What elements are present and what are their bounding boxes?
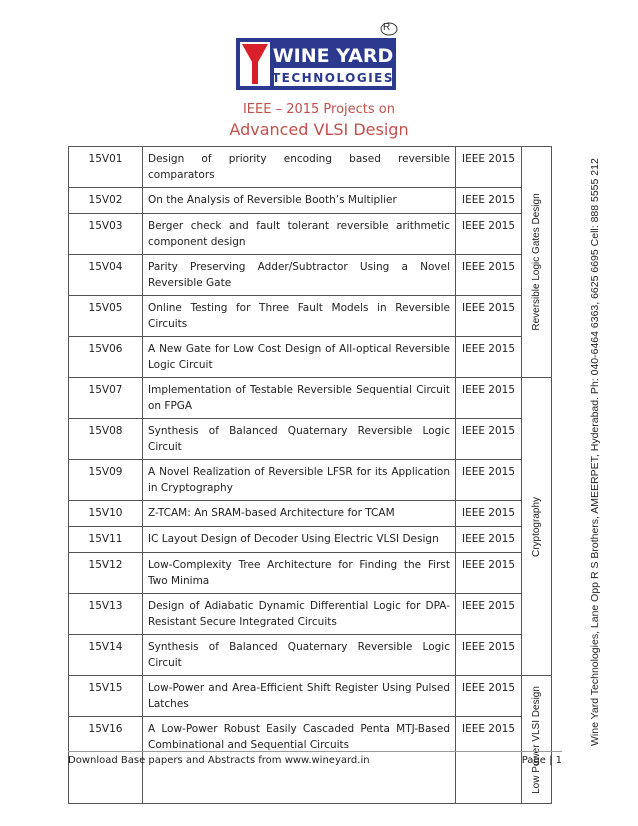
project-id: 15V05 [69, 296, 143, 337]
table-row [69, 188, 552, 214]
projects-table [68, 146, 552, 804]
project-title: Online Testing for Three Fault Models in Reversible Circuits [143, 296, 456, 337]
project-year: IEEE 2015 [456, 676, 522, 717]
table-row [69, 378, 552, 419]
project-year: IEEE 2015 [456, 717, 522, 804]
project-title: A Novel Realization of Reversible LFSR for its Application in Cryptography [143, 460, 456, 501]
project-title: IC Layout Design of Decoder Using Electric VLSI Design [143, 527, 456, 553]
table-row [69, 147, 552, 188]
project-title: Design of priority encoding based reversible comparators [143, 147, 456, 188]
category-label: Cryptography [530, 496, 542, 557]
project-id: 15V16 [69, 717, 143, 804]
logo-word2: TECHNOLOGIES [271, 71, 395, 85]
project-id: 15V11 [69, 527, 143, 553]
project-title: Synthesis of Balanced Quaternary Reversible Logic Circuit [143, 635, 456, 676]
wineyard-logo [236, 38, 396, 90]
project-title: Design of Adiabatic Dynamic Differential Logic for DPA-Resistant Secure Integrated Circuits [143, 594, 456, 635]
project-id: 15V07 [69, 378, 143, 419]
project-year: IEEE 2015 [456, 188, 522, 214]
project-id: 15V14 [69, 635, 143, 676]
project-year: IEEE 2015 [456, 635, 522, 676]
project-id: 15V12 [69, 553, 143, 594]
footer-download-text: Download Base papers and Abstracts from www.wineyard.in [68, 755, 370, 766]
project-id: 15V10 [69, 501, 143, 527]
page-subtitle: IEEE – 2015 Projects on [242, 102, 396, 117]
table-row [69, 594, 552, 635]
project-title: Implementation of Testable Reversible Sequential Circuit on FPGA [143, 378, 456, 419]
table-row [69, 460, 552, 501]
category-cell [522, 676, 552, 804]
project-year: IEEE 2015 [456, 337, 522, 378]
project-id: 15V01 [69, 147, 143, 188]
project-year: IEEE 2015 [456, 419, 522, 460]
project-id: 15V13 [69, 594, 143, 635]
project-id: 15V15 [69, 676, 143, 717]
category-label: Reversible Logic Gates Design [530, 193, 542, 331]
table-row [69, 676, 552, 717]
project-id: 15V06 [69, 337, 143, 378]
project-title: Berger check and fault tolerant reversible arithmetic component design [143, 214, 456, 255]
category-cell [522, 378, 552, 676]
project-year: IEEE 2015 [456, 527, 522, 553]
project-year: IEEE 2015 [456, 501, 522, 527]
table-row [69, 635, 552, 676]
project-title: Z-TCAM: An SRAM-based Architecture for TCAM [143, 501, 456, 527]
project-id: 15V04 [69, 255, 143, 296]
table-row [69, 419, 552, 460]
project-id: 15V02 [69, 188, 143, 214]
footer-divider [68, 751, 562, 752]
project-id: 15V03 [69, 214, 143, 255]
table-row [69, 527, 552, 553]
table-row [69, 501, 552, 527]
project-title: A New Gate for Low Cost Design of All-optical Reversible Logic Circuit [143, 337, 456, 378]
project-title: Synthesis of Balanced Quaternary Reversible Logic Circuit [143, 419, 456, 460]
table-row [69, 553, 552, 594]
table-row [69, 337, 552, 378]
project-year: IEEE 2015 [456, 594, 522, 635]
category-label: Low Power VLSI Design [530, 685, 542, 794]
project-title: Parity Preserving Adder/Subtractor Using a Novel Reversible Gate [143, 255, 456, 296]
category-cell [522, 147, 552, 378]
page-title: Advanced VLSI Design [229, 120, 409, 139]
project-title: On the Analysis of Reversible Booth’s Multiplier [143, 188, 456, 214]
project-year: IEEE 2015 [456, 214, 522, 255]
page-number: Page | 1 [521, 755, 562, 766]
registered-mark: R [383, 22, 390, 33]
project-year: IEEE 2015 [456, 296, 522, 337]
project-title: Low-Power and Area-Efficient Shift Register Using Pulsed Latches [143, 676, 456, 717]
project-year: IEEE 2015 [456, 553, 522, 594]
table-row [69, 214, 552, 255]
registered-ring-icon [379, 22, 399, 36]
contact-side-text: Wine Yard Technologies, Lane Opp R S Brothers, AMEERPET, Hyderabad. Ph: 040-6464 6363, 6625 6695 Cell: 888 5555 212 [589, 158, 601, 746]
project-year: IEEE 2015 [456, 460, 522, 501]
table-row [69, 296, 552, 337]
project-year: IEEE 2015 [456, 255, 522, 296]
project-title: A Low-Power Robust Easily Cascaded Penta MTJ-Based Combinational and Sequential Circuits [143, 717, 456, 804]
logo-word1: WINE YARD [272, 45, 394, 67]
project-year: IEEE 2015 [456, 378, 522, 419]
project-title: Low-Complexity Tree Architecture for Finding the First Two Minima [143, 553, 456, 594]
project-year: IEEE 2015 [456, 147, 522, 188]
table-row [69, 255, 552, 296]
project-id: 15V09 [69, 460, 143, 501]
project-id: 15V08 [69, 419, 143, 460]
